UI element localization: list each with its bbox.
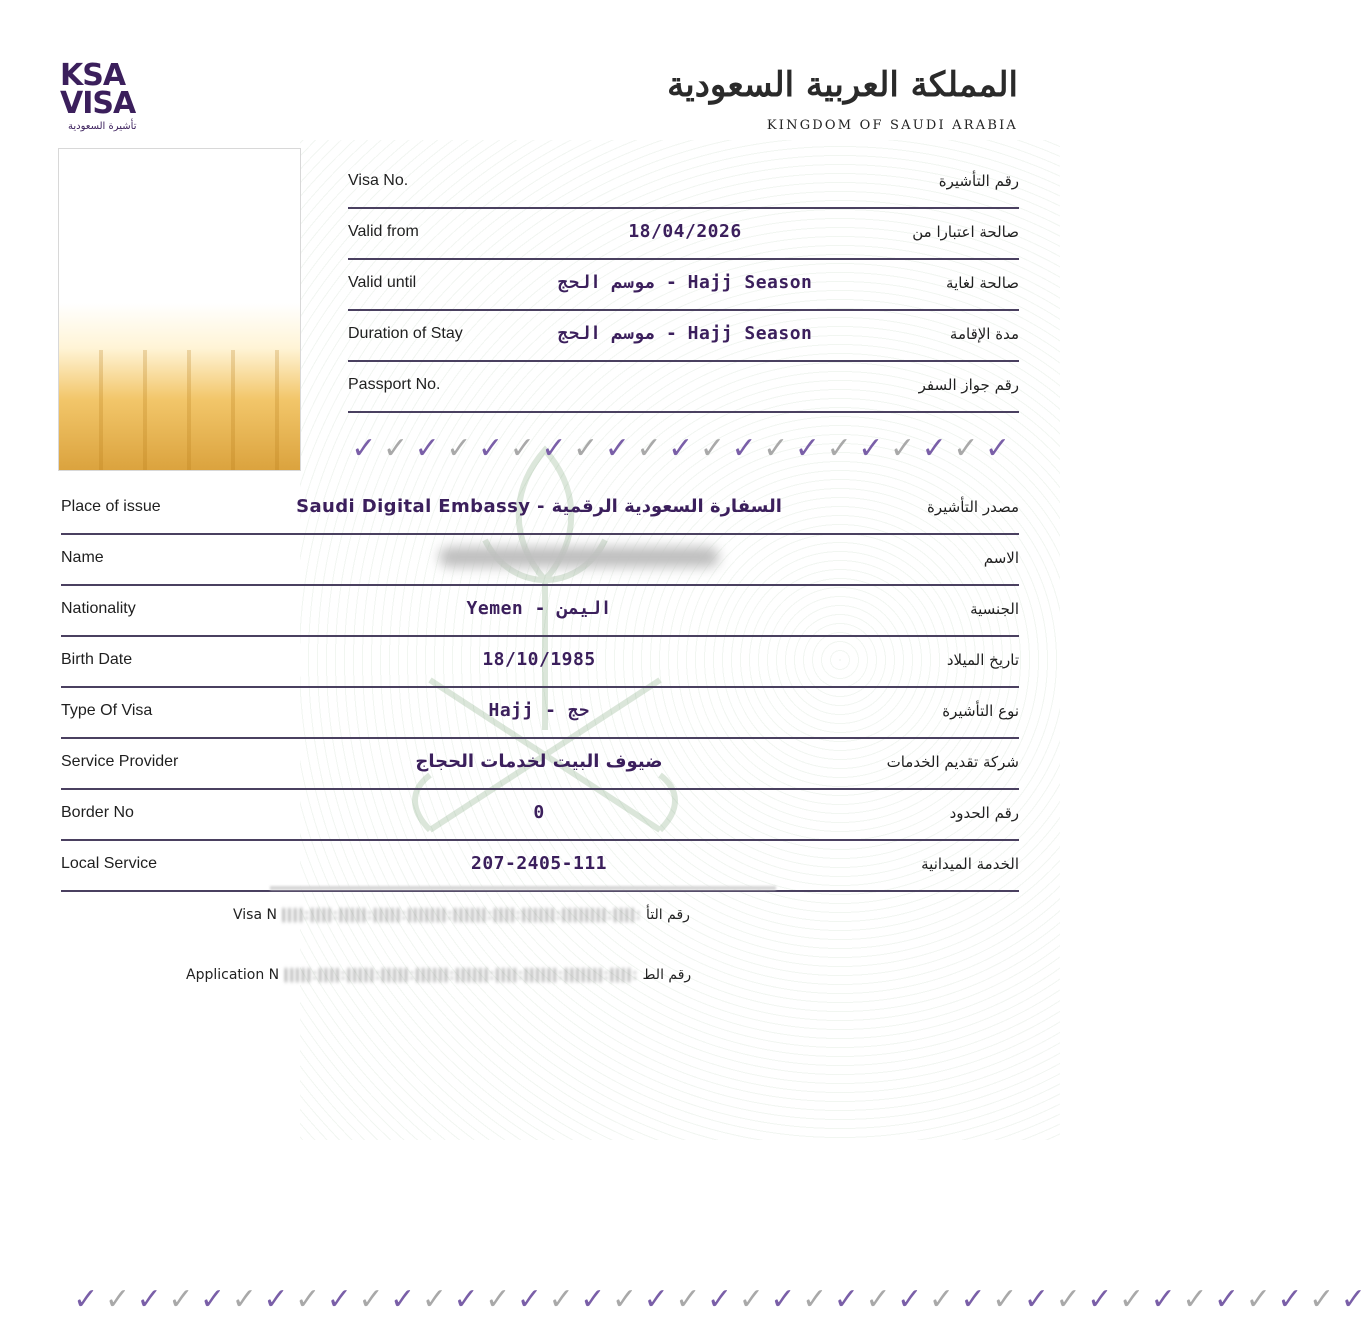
row-value: 18/04/2026 [628, 221, 741, 242]
row-label-en: Place of issue [61, 498, 161, 516]
check-mark-icon: ✓ [982, 433, 1014, 465]
check-mark-icon: ✓ [260, 1284, 292, 1316]
check-mark-icon: ✓ [570, 433, 602, 465]
visa-number-label-en: Visa N [233, 907, 277, 923]
birth-date-row [61, 637, 1019, 688]
application-number-label-en: Application N [186, 967, 279, 983]
check-mark-icon: ✓ [1211, 1284, 1243, 1316]
check-mark-icon: ✓ [70, 1284, 102, 1316]
holder-photo [58, 148, 301, 471]
check-mark-icon: ✓ [545, 1284, 577, 1316]
check-mark-icon: ✓ [697, 433, 729, 465]
check-mark-icon: ✓ [450, 1284, 482, 1316]
check-mark-icon: ✓ [894, 1284, 926, 1316]
check-mark-icon: ✓ [506, 433, 538, 465]
check-mark-icon: ✓ [602, 433, 634, 465]
check-mark-icon: ✓ [855, 433, 887, 465]
local-service-row [61, 841, 1019, 892]
check-mark-icon: ✓ [482, 1284, 514, 1316]
row-value: موسم الحج - Hajj Season [558, 272, 813, 293]
check-mark-icon: ✓ [538, 433, 570, 465]
check-mark-icon: ✓ [918, 433, 950, 465]
visa-number-footer [233, 907, 690, 923]
check-mark-icon: ✓ [419, 1284, 451, 1316]
row-label-en: Visa No. [348, 172, 408, 190]
border-number-row [61, 790, 1019, 841]
row-label-en: Name [61, 549, 104, 567]
check-mark-icon: ✓ [475, 433, 507, 465]
check-mark-icon: ✓ [609, 1284, 641, 1316]
check-mark-icon: ✓ [823, 433, 855, 465]
ksa-logo-subtitle: تأشيرة السعودية [60, 121, 160, 132]
row-label-ar: شركة تقديم الخدمات [887, 753, 1019, 771]
row-label-en: Birth Date [61, 651, 132, 669]
visa-number-label-ar: رقم التأ [646, 907, 690, 923]
row-label-en: Passport No. [348, 376, 440, 394]
check-mark-icon: ✓ [1242, 1284, 1274, 1316]
check-mark-icon: ✓ [443, 433, 475, 465]
check-mark-icon: ✓ [950, 433, 982, 465]
photo-shirt-pattern [59, 350, 300, 470]
check-mark-icon: ✓ [640, 1284, 672, 1316]
check-mark-icon: ✓ [831, 1284, 863, 1316]
check-mark-icon: ✓ [411, 433, 443, 465]
row-label-ar: صالحة اعتبارا من [912, 223, 1019, 241]
check-mark-icon: ✓ [1274, 1284, 1306, 1316]
row-label-ar: الخدمة الميدانية [921, 855, 1019, 873]
check-mark-icon: ✓ [957, 1284, 989, 1316]
row-value: 0 [533, 802, 544, 823]
row-label-ar: الجنسية [970, 600, 1019, 618]
valid-until-row [348, 260, 1019, 311]
check-mark-icon: ✓ [760, 433, 792, 465]
visa-number-row [348, 158, 1019, 209]
kingdom-title-arabic: المملكة العربية السعودية [756, 62, 1018, 108]
check-mark-icon: ✓ [728, 433, 760, 465]
row-value: Yemen - اليمن [467, 598, 612, 619]
check-mark-icon: ✓ [1021, 1284, 1053, 1316]
check-mark-icon: ✓ [1084, 1284, 1116, 1316]
row-label-ar: رقم التأشيرة [939, 172, 1019, 190]
check-mark-icon: ✓ [165, 1284, 197, 1316]
passport-number-row [348, 362, 1019, 413]
service-provider-row [61, 739, 1019, 790]
check-mark-icon: ✓ [355, 1284, 387, 1316]
check-mark-icon: ✓ [926, 1284, 958, 1316]
row-label-ar: صالحة لغاية [946, 274, 1019, 292]
application-number-label-ar: رقم الط [643, 967, 692, 983]
check-mark-icon: ✓ [102, 1284, 134, 1316]
check-mark-icon: ✓ [633, 433, 665, 465]
row-label-ar: تاريخ الميلاد [947, 651, 1019, 669]
check-mark-icon: ✓ [133, 1284, 165, 1316]
nationality-row [61, 586, 1019, 637]
row-value: 18/10/1985 [482, 649, 595, 670]
check-mark-icon: ✓ [514, 1284, 546, 1316]
redacted-application-number: |||||:||||:|||||:|||||:||||||:||||||:||||:||||||:|||||||:||||: [284, 967, 638, 983]
ksa-logo-line1: KSA [60, 62, 160, 90]
check-mark-icon: ✓ [672, 1284, 704, 1316]
row-label-en: Type Of Visa [61, 702, 152, 720]
check-mark-icon: ✓ [387, 1284, 419, 1316]
redaction-strip [270, 886, 776, 890]
row-label-en: Valid from [348, 223, 419, 241]
redacted-name [439, 547, 719, 567]
ksa-logo-line2: VISA [60, 90, 160, 118]
check-mark-icon: ✓ [1306, 1284, 1338, 1316]
check-mark-icon: ✓ [348, 433, 380, 465]
check-band-top [348, 433, 1013, 465]
row-label-ar: نوع التأشيرة [942, 702, 1019, 720]
row-value: Hajj - حج [488, 700, 589, 721]
row-label-ar: الاسم [984, 549, 1019, 567]
row-value: موسم الحج - Hajj Season [558, 323, 813, 344]
check-mark-icon: ✓ [989, 1284, 1021, 1316]
check-mark-icon: ✓ [380, 433, 412, 465]
check-mark-icon: ✓ [767, 1284, 799, 1316]
check-mark-icon: ✓ [799, 1284, 831, 1316]
check-mark-icon: ✓ [1116, 1284, 1148, 1316]
check-mark-icon: ✓ [324, 1284, 356, 1316]
place-of-issue-row [61, 484, 1019, 535]
check-mark-icon: ✓ [1052, 1284, 1084, 1316]
row-label-ar: رقم جواز السفر [919, 376, 1019, 394]
row-value: Saudi Digital Embassy - السفارة السعودية الرقمية [296, 496, 782, 517]
row-label-en: Service Provider [61, 753, 178, 771]
row-label-en: Nationality [61, 600, 136, 618]
name-row [61, 535, 1019, 586]
row-value: 207-2405-111 [471, 853, 607, 874]
check-mark-icon: ✓ [887, 433, 919, 465]
redacted-visa-number: ||||:||||:|||||:|||||:|||||||:||||||:||||:||||||:||||||||:||||: [281, 907, 641, 923]
ksa-visa-logo [60, 62, 160, 136]
row-value: ضيوف البيت لخدمات الحجاج [415, 751, 662, 772]
row-label-en: Local Service [61, 855, 157, 873]
check-mark-icon: ✓ [792, 433, 824, 465]
kingdom-title-english: KINGDOM OF SAUDI ARABIA [756, 118, 1018, 133]
check-mark-icon: ✓ [735, 1284, 767, 1316]
check-mark-icon: ✓ [1338, 1284, 1369, 1316]
row-label-en: Duration of Stay [348, 325, 463, 343]
check-mark-icon: ✓ [862, 1284, 894, 1316]
check-mark-icon: ✓ [292, 1284, 324, 1316]
check-mark-icon: ✓ [704, 1284, 736, 1316]
check-mark-icon: ✓ [228, 1284, 260, 1316]
application-number-footer [186, 967, 691, 983]
check-mark-icon: ✓ [577, 1284, 609, 1316]
duration-of-stay-row [348, 311, 1019, 362]
row-label-en: Border No [61, 804, 134, 822]
check-mark-icon: ✓ [1147, 1284, 1179, 1316]
kingdom-header [756, 62, 1018, 136]
check-mark-icon: ✓ [1179, 1284, 1211, 1316]
type-of-visa-row [61, 688, 1019, 739]
check-mark-icon: ✓ [197, 1284, 229, 1316]
check-mark-icon: ✓ [665, 433, 697, 465]
row-label-ar: مدة الإقامة [950, 325, 1019, 343]
row-label-ar: رقم الحدود [950, 804, 1019, 822]
check-band-bottom [70, 1284, 1369, 1316]
row-label-en: Valid until [348, 274, 416, 292]
valid-from-row [348, 209, 1019, 260]
row-label-ar: مصدر التأشيرة [927, 498, 1019, 516]
